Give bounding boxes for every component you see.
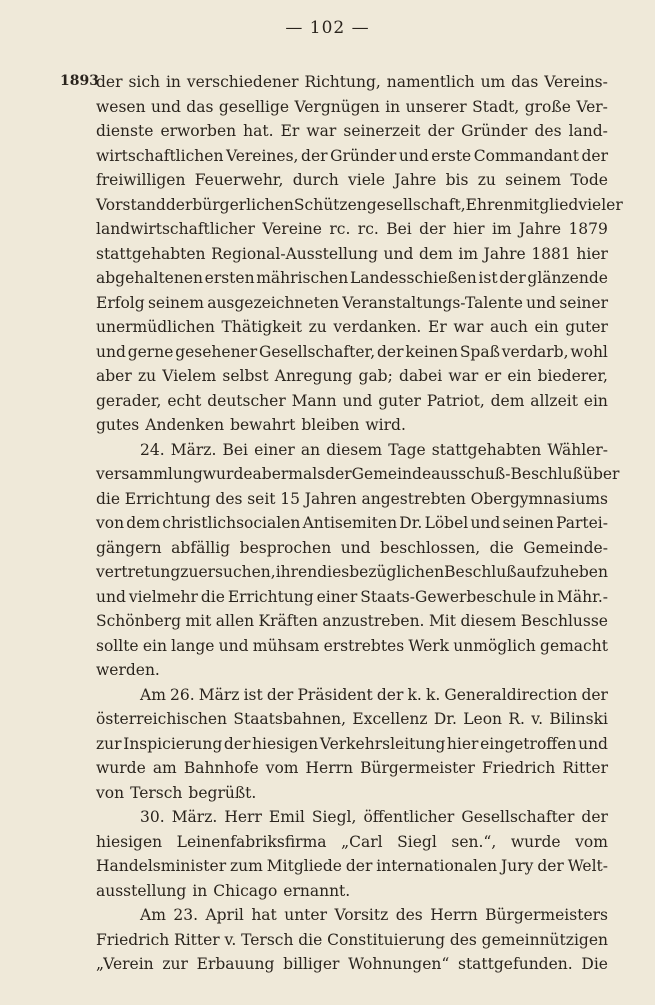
text-line: gutes Andenken bewahrt bleiben wird. xyxy=(96,416,406,434)
text-line: und gerne gesehener Gesellschafter, der keinen Spaß verdarb, wohl xyxy=(96,342,608,361)
text-line: wirtschaftlichen Vereines, der Gründer und erste Commandant der xyxy=(96,146,608,165)
text-line: aber zu Vielem selbst Anregung gab; dabei war er ein biederer, xyxy=(96,367,608,385)
text-line: dienste erworben hat. Er war seinerzeit der Gründer des land- xyxy=(96,122,608,140)
text-line: freiwilligen Feuerwehr, durch viele Jahre bis zu seinem Tode xyxy=(96,171,608,189)
text-line: vertretung zu ersuchen, ihren diesbezüglichen Beschluß aufzuheben xyxy=(96,563,608,581)
text-line: Erfolg seinem ausgezeichneten Veranstaltungs-Talente und seiner xyxy=(96,293,608,312)
text-line: sollte ein lange und mühsam erstrebtes Werk unmöglich gemacht xyxy=(96,636,608,655)
text-line: österreichischen Staatsbahnen, Excellenz Dr. Leon R. v. Bilinski xyxy=(96,710,608,728)
text-line: gerader, echt deutscher Mann und guter Patriot, dem allzeit ein xyxy=(96,391,608,410)
text-line: 24. März. Bei einer an diesem Tage stattgehabten Wähler- xyxy=(140,440,608,459)
text-line: 30. März. Herr Emil Siegl, öffentlicher Gesellschafter der xyxy=(140,808,608,826)
text-line: Handelsminister zum Mitgliede der internationalen Jury der Welt- xyxy=(96,857,608,875)
text-line: von Tersch begrüßt. xyxy=(96,783,257,802)
text-line: Friedrich Ritter v. Tersch die Constituierung des gemeinnützigen xyxy=(96,930,608,949)
text-line: hiesigen Leinenfabriksfirma „Carl Siegl sen.“, wurde vom xyxy=(96,832,608,851)
text-line: wesen und das gesellige Vergnügen in unserer Stadt, große Ver- xyxy=(96,97,608,116)
text-line: ausstellung in Chicago ernannt. xyxy=(96,881,351,900)
page-number: — 102 — xyxy=(285,18,370,38)
text-line: landwirtschaftlicher Vereine rc. rc. Bei der hier im Jahre 1879 xyxy=(96,220,608,238)
text-line: von dem christlichsocialen Antisemiten Dr. Löbel und seinen Partei- xyxy=(96,514,608,532)
text-line: Schönberg mit allen Kräften anzustreben. Mit diesem Beschlusse xyxy=(96,612,608,630)
text-line: versammlung wurde abermals der Gemeindeausschuß-Beschluß über xyxy=(96,465,620,483)
text-line: unermüdlichen Thätigkeit zu verdanken. Er war auch ein guter xyxy=(96,318,608,336)
text-line: die Errichtung des seit 15 Jahren angestrebten Obergymnasiums xyxy=(96,489,608,508)
text-line: stattgehabten Regional-Ausstellung und dem im Jahre 1881 hier xyxy=(96,244,608,263)
text-line: Am 26. März ist der Präsident der k. k. Generaldirection der xyxy=(140,685,608,704)
text-line: abgehaltenen ersten mährischen Landesschießen ist der glänzende xyxy=(96,269,608,287)
text-line: Vorstand der bürgerlichen Schützengesellschaft, Ehrenmitglied vieler xyxy=(96,195,623,214)
text-line: gängern abfällig besprochen und beschlossen, die Gemeinde- xyxy=(96,538,608,557)
text-line: zur Inspicierung der hiesigen Verkehrsleitung hier eingetroffen und xyxy=(96,734,608,753)
text-line: werden. xyxy=(96,661,160,679)
text-line: und vielmehr die Errichtung einer Staats-Gewerbeschule in Mähr.- xyxy=(96,587,608,606)
text-line: der sich in verschiedener Richtung, namentlich um das Vereins- xyxy=(96,73,608,91)
text-line: Am 23. April hat unter Vorsitz des Herrn Bürgermeisters xyxy=(140,906,608,924)
text-line: „Verein zur Erbauung billiger Wohnungen“ stattgefunden. Die xyxy=(96,955,608,973)
margin-year: 1893 xyxy=(60,73,99,89)
body-text xyxy=(96,70,623,977)
text-line: wurde am Bahnhofe vom Herrn Bürgermeister Friedrich Ritter xyxy=(96,759,608,777)
